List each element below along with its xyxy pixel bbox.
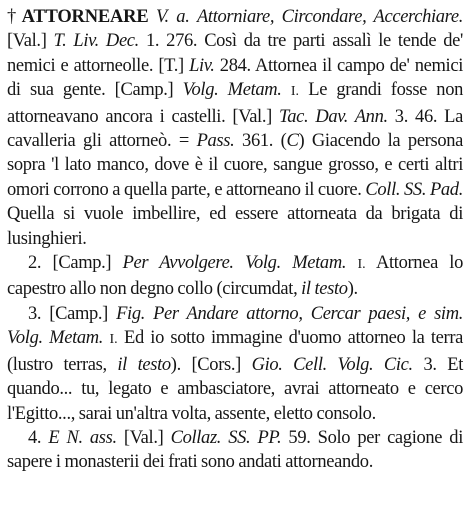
italic-text: E N. ass. (48, 427, 117, 448)
roman-text: [Camp.] (52, 253, 123, 274)
small-caps-numeral: I. (357, 257, 366, 273)
roman-text: ) Giacendo la persona sopra 'l lato manco, dove è il cuore, sangue grosso, e certi altri omori corrono a quella parte, e attorneano il cuore. (7, 131, 463, 200)
italic-text: Volg. Metam. (182, 80, 282, 101)
roman-text: 2. (28, 253, 53, 274)
roman-text: ). (347, 279, 358, 300)
dagger-mark: † (7, 7, 20, 27)
roman-text: 59. Solo per cagione di sapere i monasterii dei frati sono andati attorneando. (7, 427, 463, 473)
roman-text (282, 80, 291, 100)
italic-text: Pass. (196, 131, 235, 152)
roman-text: Le grandi fosse non attorneavano ancora i castelli. [Val.] (7, 80, 463, 127)
italic-text: V. a. (155, 7, 190, 27)
italic-text: Gio. Cell. Volg. Cic. (251, 354, 413, 375)
italic-text: Attorniare, Circondare, Accerchiare. (196, 7, 463, 27)
entry-paragraph-sense-3 (7, 302, 463, 426)
definition-body (7, 7, 463, 249)
roman-text: 3. 46. La cavalleria gli attorneò. = (7, 106, 463, 152)
roman-text: 1. 276. Così da tre parti assalì le tende de' nemici e attorneolle. [T.] (7, 31, 464, 76)
roman-text: [Val.] (7, 31, 54, 52)
italic-text: il testo (301, 279, 348, 300)
italic-text: Coll. SS. Pad. (365, 179, 463, 200)
roman-text: [Camp.] (49, 303, 117, 324)
roman-text: 3. Et quando... tu, legato e ambasciatore, avrai attorneato e cerco l'Egitto..., sarai un'altra volta, assente, eletto consolo. (7, 354, 463, 424)
roman-text: Ed io sotto immagine d'uomo attorneo la terra (lustro terras, (7, 328, 464, 375)
entry-paragraph-main (7, 5, 463, 251)
italic-text: il testo (117, 354, 171, 375)
roman-text: [Val.] (116, 427, 171, 448)
roman-text: Attornea lo capestro allo non degno collo (circumdat, (7, 253, 463, 300)
entry-paragraph-sense-2 (7, 251, 463, 302)
roman-text (189, 7, 197, 27)
entry-paragraph-sense-4 (7, 426, 463, 475)
italic-text: Collaz. SS. PP. (170, 427, 282, 448)
roman-text (148, 7, 156, 27)
italic-text: Tac. Dav. Ann. (278, 106, 388, 127)
italic-text: C (286, 131, 299, 152)
roman-text: 4. (28, 427, 49, 448)
roman-text (346, 253, 357, 273)
roman-text: 284. Attornea il campo de' nemici di sua gente. [Camp.] (7, 55, 463, 101)
italic-text: Fig. Per Andare attorno, Cercar paesi, e sim. Volg. Metam. (7, 303, 463, 349)
italic-text: Liv. (189, 55, 215, 76)
roman-text: Quella si vuole imbellire, ed essere attorneata da brigata di lusinghieri. (7, 204, 463, 249)
roman-text: 361. ( (234, 131, 287, 152)
small-caps-numeral: I. (290, 84, 299, 100)
roman-text: 3. (28, 303, 50, 324)
italic-text: Per Avvolgere. Volg. Metam. (122, 253, 347, 274)
small-caps-numeral: I. (109, 332, 118, 348)
italic-text: T. Liv. Dec. (53, 31, 139, 52)
headword: ATTORNEARE (21, 7, 149, 27)
roman-text: ). [Cors.] (170, 354, 252, 375)
